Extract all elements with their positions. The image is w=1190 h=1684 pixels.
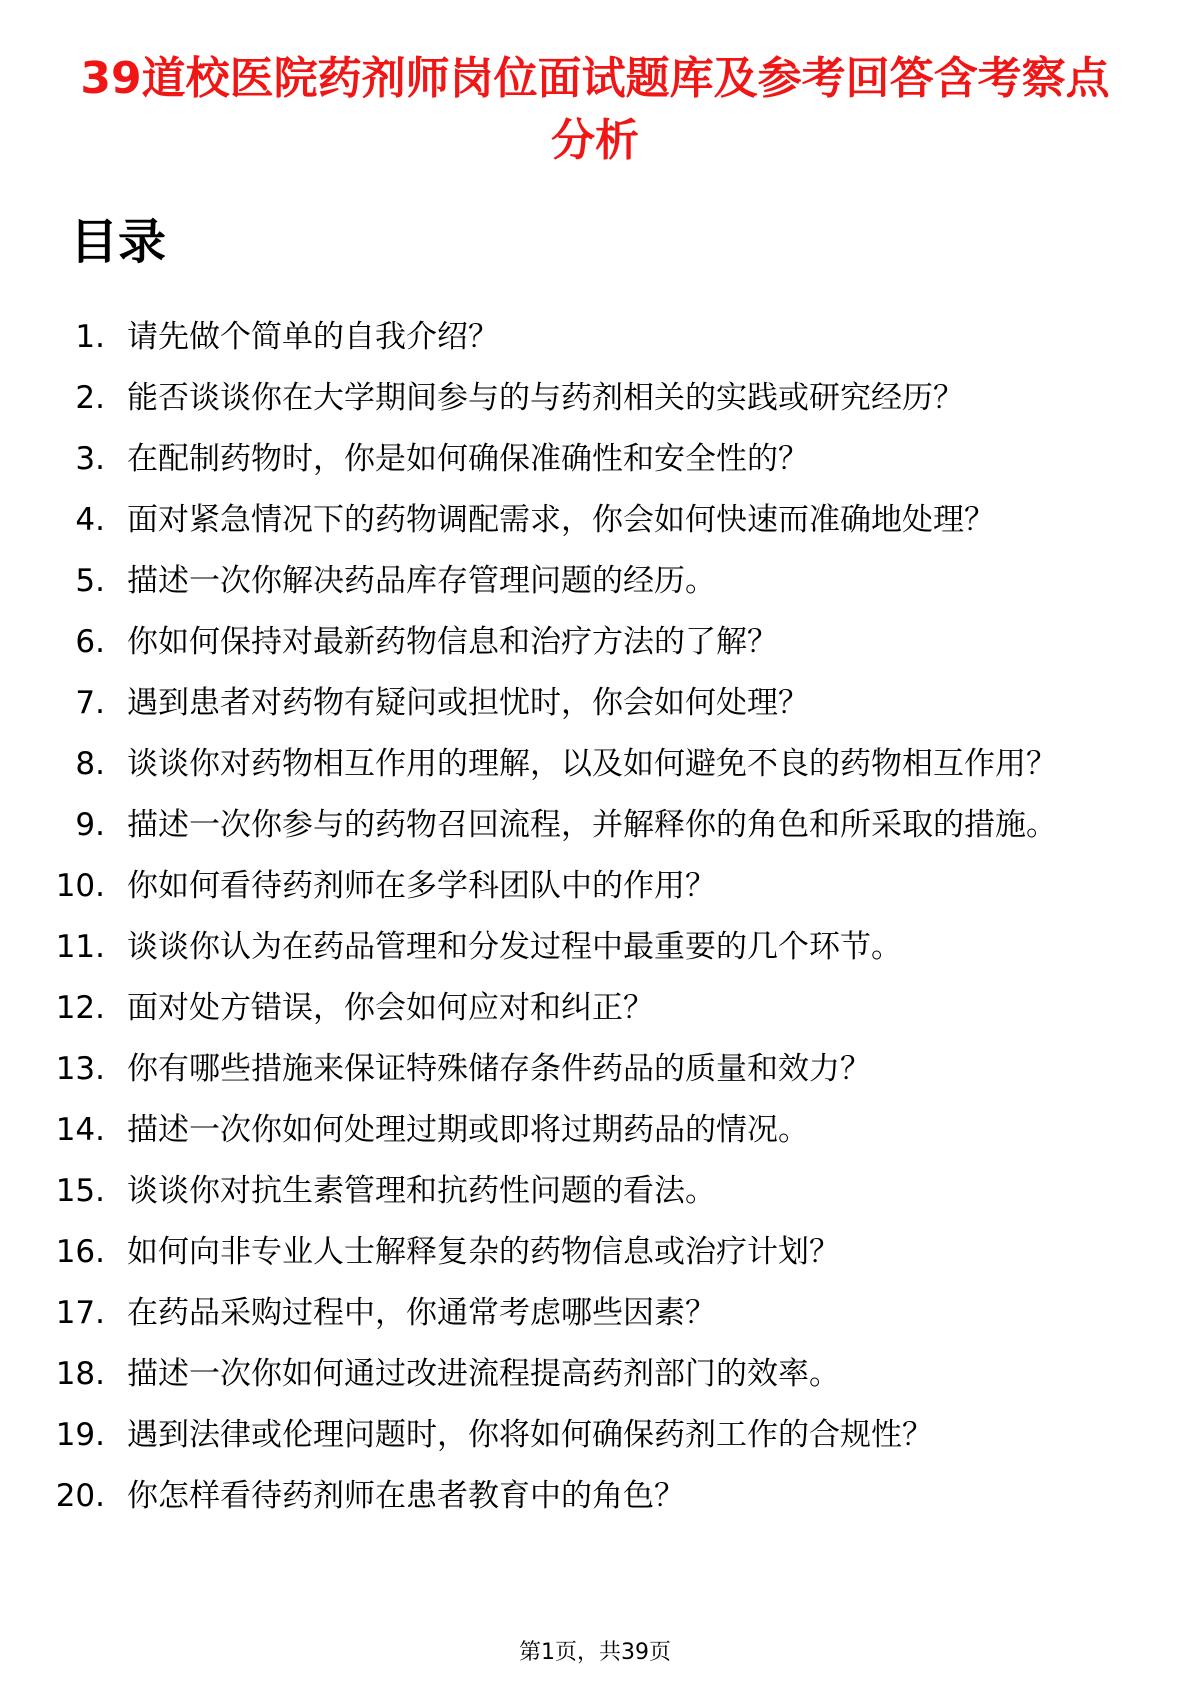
toc-item-number: 15.: [55, 1173, 105, 1209]
toc-item-text: 请先做个简单的自我介绍？: [127, 319, 499, 355]
toc-item-number: 17.: [55, 1295, 105, 1331]
toc-item-text: 面对处方错误，你会如何应对和纠正？: [127, 990, 654, 1026]
toc-item: [0, 1413, 1190, 1457]
toc-heading: 目录: [70, 214, 167, 270]
toc-item-number: 5.: [75, 563, 105, 599]
toc-item: [0, 864, 1190, 908]
toc-item-text: 描述一次你解决药品库存管理问题的经历。: [127, 563, 716, 599]
toc-item: [0, 1291, 1190, 1335]
toc-item-number: 19.: [55, 1417, 105, 1453]
toc-item-text: 谈谈你认为在药品管理和分发过程中最重要的几个环节。: [127, 929, 902, 965]
toc-item: [0, 925, 1190, 969]
toc-item-text: 如何向非专业人士解释复杂的药物信息或治疗计划？: [127, 1234, 840, 1270]
toc-item-number: 14.: [55, 1112, 105, 1148]
toc-item: [0, 1230, 1190, 1274]
toc-item: [0, 1169, 1190, 1213]
toc-item: [0, 986, 1190, 1030]
toc-item: [0, 803, 1190, 847]
toc-item-text: 描述一次你如何通过改进流程提高药剂部门的效率。: [127, 1356, 840, 1392]
toc-item-number: 12.: [55, 990, 105, 1026]
toc-item-number: 13.: [55, 1051, 105, 1087]
toc-item-text: 你怎样看待药剂师在患者教育中的角色？: [127, 1478, 685, 1514]
toc-item: [0, 559, 1190, 603]
toc-item: [0, 315, 1190, 359]
toc-item-text: 在药品采购过程中，你通常考虑哪些因素？: [127, 1295, 716, 1331]
toc-item-number: 3.: [75, 441, 105, 477]
toc-item-text: 你如何看待药剂师在多学科团队中的作用？: [127, 868, 716, 904]
toc-item: [0, 1474, 1190, 1518]
toc-item-number: 18.: [55, 1356, 105, 1392]
toc-item-number: 8.: [75, 746, 105, 782]
toc-item-text: 描述一次你如何处理过期或即将过期药品的情况。: [127, 1112, 809, 1148]
toc-item: [0, 1047, 1190, 1091]
toc-item-text: 你如何保持对最新药物信息和治疗方法的了解？: [127, 624, 778, 660]
toc-item-text: 面对紧急情况下的药物调配需求，你会如何快速而准确地处理？: [127, 502, 995, 538]
toc-item-text: 谈谈你对药物相互作用的理解，以及如何避免不良的药物相互作用？: [127, 746, 1057, 782]
toc-item-number: 16.: [55, 1234, 105, 1270]
toc-item: [0, 498, 1190, 542]
toc-item: [0, 681, 1190, 725]
toc-item-text: 描述一次你参与的药物召回流程，并解释你的角色和所采取的措施。: [127, 807, 1057, 843]
toc-item-number: 9.: [75, 807, 105, 843]
toc-item-number: 6.: [75, 624, 105, 660]
toc-item-number: 11.: [55, 929, 105, 965]
page-footer: 第1页，共39页: [519, 1640, 671, 1665]
toc-item-text: 能否谈谈你在大学期间参与的与药剂相关的实践或研究经历？: [127, 380, 964, 416]
toc-item: [0, 1108, 1190, 1152]
toc-item-text: 遇到法律或伦理问题时，你将如何确保药剂工作的合规性？: [127, 1417, 933, 1453]
toc-item-text: 遇到患者对药物有疑问或担忧时，你会如何处理？: [127, 685, 809, 721]
toc-item-number: 20.: [55, 1478, 105, 1514]
toc-item: [0, 742, 1190, 786]
toc-item-text: 谈谈你对抗生素管理和抗药性问题的看法。: [127, 1173, 716, 1209]
toc-item: [0, 1352, 1190, 1396]
page-title: 39道校医院药剂师岗位面试题库及参考回答含考察点分析: [80, 53, 1110, 166]
toc-list: [0, 315, 1190, 1535]
toc-item: [0, 620, 1190, 664]
toc-item-number: 7.: [75, 685, 105, 721]
toc-item-number: 1.: [75, 319, 105, 355]
toc-item-text: 在配制药物时，你是如何确保准确性和安全性的？: [127, 441, 809, 477]
toc-item: [0, 437, 1190, 481]
toc-item-number: 4.: [75, 502, 105, 538]
toc-item-text: 你有哪些措施来保证特殊储存条件药品的质量和效力？: [127, 1051, 871, 1087]
toc-item-number: 10.: [55, 868, 105, 904]
toc-item: [0, 376, 1190, 420]
toc-item-number: 2.: [75, 380, 105, 416]
